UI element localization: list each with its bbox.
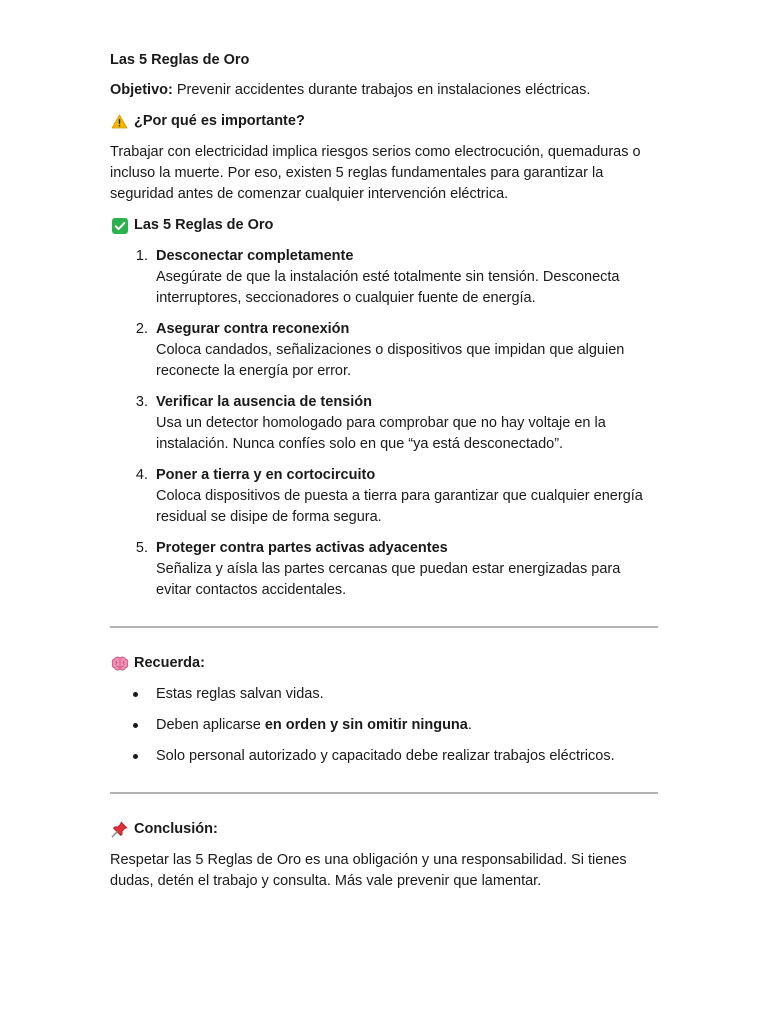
rule-number: 5.: [135, 540, 148, 556]
bullet-text: [156, 715, 472, 736]
bullet-text: Solo personal autorizado y capacitado debe realizar trabajos eléctricos.: [156, 748, 615, 764]
rule-text: Usa un detector homologado para comprobar que no hay voltaje en la instalación. Nunca confíes solo en que “ya está desconectado”.: [156, 415, 606, 452]
conclusion-heading: [110, 819, 658, 840]
objective-line: [110, 80, 658, 101]
bullet-text: Estas reglas salvan vidas.: [156, 686, 324, 702]
why-heading: [110, 111, 658, 132]
rule-text: Señaliza y aísla las partes cercanas que puedan estar energizadas para evitar contactos accidentales.: [156, 561, 621, 598]
list-item: [110, 746, 658, 767]
rule-number: 2.: [135, 321, 148, 337]
document-content: [110, 50, 658, 892]
rules-heading: [110, 215, 658, 236]
rules-heading-text: Las 5 Reglas de Oro: [134, 217, 274, 233]
bullet-text-before: Deben aplicarse: [156, 717, 265, 733]
document-title: Las 5 Reglas de Oro: [110, 52, 250, 68]
list-item: [110, 246, 658, 309]
rule-number: 4.: [135, 467, 148, 483]
objective-label: Objetivo:: [110, 82, 173, 98]
rule-text: Coloca candados, señalizaciones o dispositivos que impidan que alguien reconecte la energía por error.: [156, 342, 625, 379]
rule-text: Coloca dispositivos de puesta a tierra para garantizar que cualquier energía residual se disipe de forma segura.: [156, 488, 643, 525]
why-heading-text: ¿Por qué es importante?: [134, 113, 305, 129]
bullet-icon: [110, 715, 156, 736]
remember-heading: [110, 653, 658, 674]
bullet-icon: [110, 684, 156, 705]
divider: [110, 626, 658, 628]
brain-icon: [110, 654, 129, 673]
bullet-text-after: .: [467, 717, 472, 733]
list-item: [110, 684, 658, 705]
why-paragraph: Trabajar con electricidad implica riesgos serios como electrocución, quemaduras o incluso la muerte. Por eso, existen 5 reglas fundamentales para garantizar la seguridad antes de comenzar cualquier intervención eléctrica.: [110, 144, 641, 202]
rule-body: [156, 465, 658, 528]
rule-title: Asegurar contra reconexión: [156, 321, 350, 337]
rule-body: [156, 246, 658, 309]
list-item: [110, 465, 658, 528]
objective-text: Prevenir accidentes durante trabajos en instalaciones eléctricas.: [172, 82, 591, 98]
pushpin-icon: [110, 820, 129, 839]
list-item: [110, 715, 658, 736]
rule-number: 1.: [135, 248, 148, 264]
bullet-text-bold: en orden y sin omitir ninguna: [264, 717, 468, 733]
rule-body: [156, 319, 658, 382]
list-item: [110, 538, 658, 601]
rule-number: 3.: [135, 394, 148, 410]
conclusion-heading-text: Conclusión:: [134, 821, 218, 837]
rules-list: [110, 246, 658, 601]
remember-heading-text: Recuerda:: [134, 655, 205, 671]
check-mark-icon: [110, 216, 129, 235]
rule-body: [156, 538, 658, 601]
warning-icon: [110, 112, 129, 131]
rule-body: [156, 392, 658, 455]
rule-title: Poner a tierra y en cortocircuito: [156, 467, 376, 483]
rule-title: Verificar la ausencia de tensión: [156, 394, 372, 410]
bullet-icon: [110, 746, 156, 767]
conclusion-paragraph: Respetar las 5 Reglas de Oro es una obligación y una responsabilidad. Si tienes dudas, detén el trabajo y consulta. Más vale prevenir que lamentar.: [110, 852, 627, 889]
remember-list: [110, 684, 658, 767]
rule-title: Proteger contra partes activas adyacentes: [156, 540, 448, 556]
rule-text: Asegúrate de que la instalación esté totalmente sin tensión. Desconecta interruptores, seccionadores o cualquier fuente de energía.: [156, 269, 620, 306]
divider: [110, 792, 658, 794]
list-item: [110, 392, 658, 455]
rule-title: Desconectar completamente: [156, 248, 354, 264]
list-item: [110, 319, 658, 382]
